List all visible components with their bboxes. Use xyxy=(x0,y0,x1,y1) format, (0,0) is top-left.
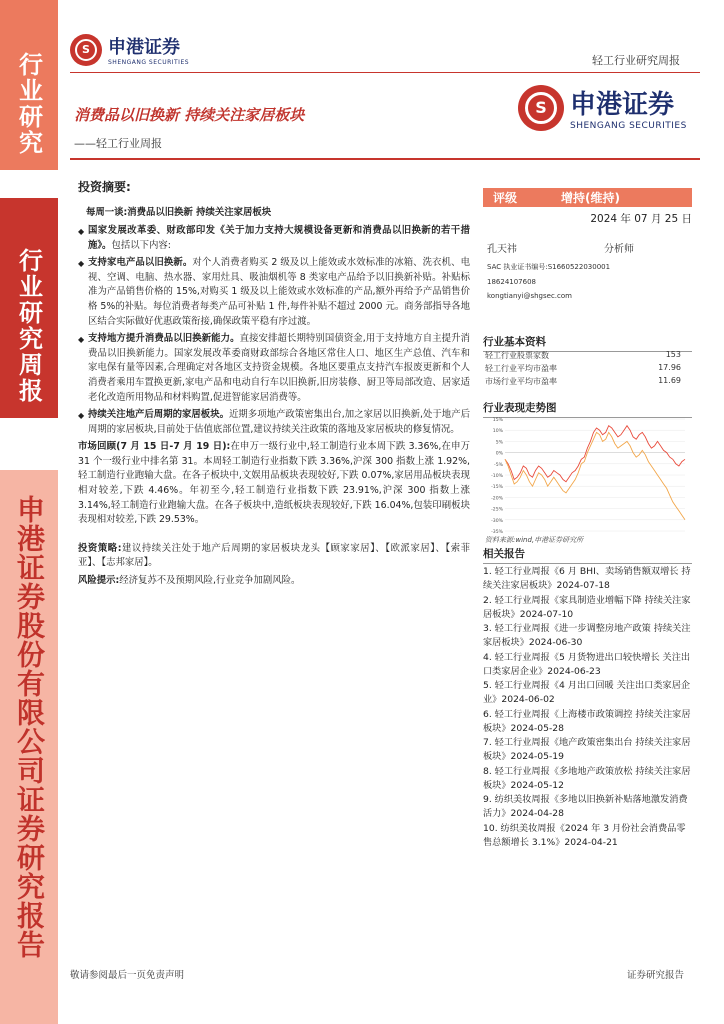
bullet-icon: ◆ xyxy=(78,227,85,237)
table-row: 轻工行业平均市盈率 17.96 xyxy=(485,363,681,373)
disclaimer-note: 敬请参阅最后一页免责声明 xyxy=(70,970,185,981)
abstract-heading: 投资摘要: xyxy=(78,180,131,194)
list-item: ◆ 持续关注地产后周期的家居板块。近期多项地产政策密集出台,加之家居以旧换新,处于地产后周期的家居板块,目前处于估值底部位置,建议持续关注政策的落地及家居板块的修复情况。 xyxy=(78,408,470,437)
series-line-1 xyxy=(505,426,685,482)
logo-mark-icon: S xyxy=(518,85,564,131)
related-report-item[interactable]: 5. 轻工行业周报《4 月出口回暖 关注出口类家居企业》2024-06-02 xyxy=(483,680,691,706)
market-review: 市场回顾(7 月 15 日-7 月 19 日):在申万一级行业中,轻工制造行业本周下跌 3.36%,在申万 31 个一级行业中排名第 31。本周轻工制造行业指数下跌 3.36%,沪深 300 指数上涨 1.92%,轻工制造行业跑输大盘。在各子板块中,文娱用品板块表现较好,下跌 0.07%,家居用品板块表现相对较差,下跌 4.46%。年初至今,轻工制造行业指数下跌 23.91%,沪深 300 指数上涨 3.14%,轻工制造行业跑输大盘。在各子板块中,造纸板块表现较好,下跌 16.04%,包装印刷板块表现相对较差,下跌 29.53%。 xyxy=(78,441,470,526)
list-item: ◆ 国家发展改革委、财政部印发《关于加力支持大规模设备更新和消费品以旧换新的若干措施》。包括以下内容: xyxy=(78,224,470,253)
side-band-top xyxy=(0,0,58,170)
related-report-item[interactable]: 3. 轻工行业周报《进一步调整房地产政策 持续关注家居板块》2024-06-30 xyxy=(483,623,691,649)
y-tick-label: 0% xyxy=(495,451,503,457)
logo-mark-icon: S xyxy=(70,34,102,66)
brand-logo xyxy=(518,84,687,131)
y-tick-label: -5% xyxy=(494,462,503,468)
table-row: 市场行业平均市盈率 11.69 xyxy=(485,376,681,386)
analyst-sac: SAC 执业证书编号:S1660522030001 xyxy=(487,263,611,271)
bullet-icon: ◆ xyxy=(78,411,85,421)
y-tick-label: -15% xyxy=(491,485,503,491)
chart-heading: 行业表现走势图 xyxy=(483,400,692,418)
related-report-item[interactable]: 6. 轻工行业周报《上海楼市政策调控 持续关注家居板块》2024-05-28 xyxy=(483,708,691,734)
bullet-icon: ◆ xyxy=(78,335,85,345)
report-category: 轻工行业研究周报 xyxy=(592,54,680,67)
related-report-item[interactable]: 8. 轻工行业周报《多地地产政策放松 持续关注家居板块》2024-05-12 xyxy=(483,765,691,791)
related-heading: 相关报告 xyxy=(483,546,692,564)
y-tick-label: -35% xyxy=(491,530,503,535)
report-title: 消费品以旧换新 持续关注家居板块 xyxy=(74,106,305,124)
bullet-icon: ◆ xyxy=(78,259,85,269)
related-report-item[interactable]: 10. 纺织美妆周报《2024 年 3 月份社会消费品零售总额增长 3.1%》2024-04-21 xyxy=(483,822,686,848)
title-divider xyxy=(70,158,700,160)
related-report-item[interactable]: 1. 轻工行业周报《6 月 BHI、卖场销售额双增长 持续关注家居板块》2024-07-18 xyxy=(483,566,691,592)
performance-chart xyxy=(483,415,692,535)
analyst-name: 孔天祎 xyxy=(487,244,517,255)
analyst-phone: 18624107608 xyxy=(487,278,536,286)
side-label-weekly: 行业研究周报 xyxy=(14,248,44,404)
logo-cn: 申港证券 xyxy=(108,37,180,58)
y-tick-label: 5% xyxy=(495,440,503,446)
related-report-item[interactable]: 9. 纺织美妆周报《多地以旧换新补贴落地激发消费活力》2024-04-28 xyxy=(483,794,688,820)
series-line-2 xyxy=(505,432,685,519)
logo-cn: 申港证券 xyxy=(570,90,675,120)
side-band-bottom xyxy=(0,470,58,1024)
weekly-heading: 每周一谈:消费品以旧换新 持续关注家居板块 xyxy=(86,206,272,218)
industry-data-heading: 行业基本资料 xyxy=(483,334,692,352)
y-tick-label: -25% xyxy=(491,507,503,513)
report-subtitle: ——轻工行业周报 xyxy=(74,137,162,150)
rating-value: 增持(维持) xyxy=(561,191,620,205)
list-item: ◆ 支持地方提升消费品以旧换新能力。直接安排超长期特别国债资金,用于支持地方自主提升消费品以旧换新能力。国家发展改革委商财政部综合各地区常住人口、地区生产总值、汽车和家电保有量等因素,合理确定对各地区支持资金规模。各地区要重点支持汽车报废更新和个人消费者乘用车置换更新,家电产品和电动自行车以旧换新,旧房装修、厨卫等局部改造、居家适老化改造所用物品和材料购置,促进智能家居消费等。 xyxy=(78,332,470,405)
header-divider xyxy=(70,72,700,73)
y-tick-label: 10% xyxy=(492,429,503,435)
side-band-middle xyxy=(0,198,58,418)
y-tick-label: 15% xyxy=(492,418,503,423)
analyst-email[interactable]: kongtianyi@shgsec.com xyxy=(487,292,572,300)
table-row: 轻工行业股票家数 153 xyxy=(485,350,681,360)
rating-label: 评级 xyxy=(493,191,518,205)
side-label-company: 申港证券股份有限公司证券研究报告 xyxy=(13,495,46,959)
related-reports-list xyxy=(483,565,692,850)
y-tick-label: -10% xyxy=(491,474,503,479)
analyst-role: 分析师 xyxy=(604,244,634,255)
related-report-item[interactable]: 2. 轻工行业周报《家具制造业增幅下降 持续关注家居板块》2024-07-10 xyxy=(483,594,691,620)
y-tick-label: -30% xyxy=(491,518,503,524)
risk-warning: 风险提示:经济复苏不及预期风险,行业竞争加剧风险。 xyxy=(78,574,301,586)
side-label-industry-research: 行业研究 xyxy=(14,52,44,156)
list-item: ◆ 支持家电产品以旧换新。对个人消费者购买 2 级及以上能效或水效标准的冰箱、洗衣机、电视、空调、电脑、热水器、家用灶具、吸油烟机等 8 类家电产品给予以旧换新补贴。补贴标准为产品销售价格的 15%,对购买 1 级及以上能效或水效标准的产品,额外再给予产品销售价格 5%的补贴。每位消费者每类产品可补贴 1 件,每件补贴不超过 2000 元。商务部指导各地区结合实际做好优惠政策衔接,确保政策平稳有序过渡。 xyxy=(78,256,470,329)
footer-label: 证券研究报告 xyxy=(626,970,684,981)
abstract-section xyxy=(78,178,470,588)
industry-data-table xyxy=(485,350,681,389)
logo-en: SHENGANG SECURITIES xyxy=(108,59,190,66)
investment-strategy: 投资策略:建议持续关注处于地产后周期的家居板块龙头【顾家家居】、【欧派家居】、【索菲亚】、【志邦家居】。 xyxy=(78,542,470,569)
analyst-block xyxy=(487,240,692,306)
y-tick-label: -20% xyxy=(491,496,503,502)
rating-bar xyxy=(483,188,692,207)
header-logo xyxy=(70,33,189,66)
related-report-item[interactable]: 4. 轻工行业周报《5 月货物进出口较快增长 关注出口类家居企业》2024-06-23 xyxy=(483,651,691,677)
chart-source: 资料来源:wind,申港证券研究所 xyxy=(485,536,584,544)
logo-en: SHENGANG SECURITIES xyxy=(570,121,687,131)
related-report-item[interactable]: 7. 轻工行业周报《地产政策密集出台 持续关注家居板块》2024-05-19 xyxy=(483,737,691,763)
report-date: 2024 年 07 月 25 日 xyxy=(590,213,692,225)
